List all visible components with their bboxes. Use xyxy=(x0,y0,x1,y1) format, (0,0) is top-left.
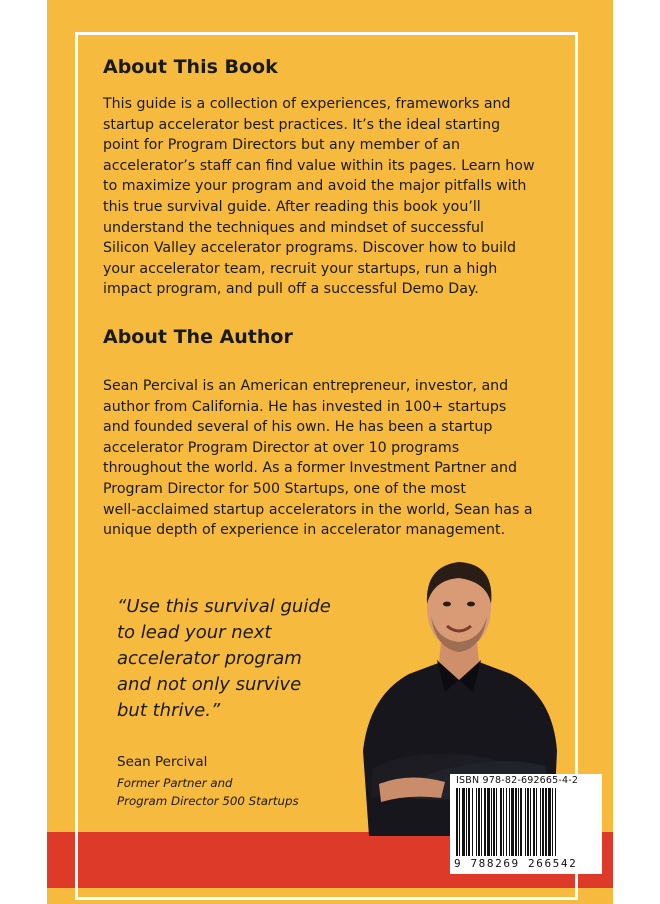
barcode-bar xyxy=(530,788,531,856)
barcode-bar xyxy=(456,788,458,856)
barcode-bar xyxy=(487,788,490,856)
barcode-bar xyxy=(511,788,514,856)
barcode-bar xyxy=(552,788,553,856)
barcode-bar xyxy=(542,788,544,856)
barcode-bar xyxy=(500,788,502,856)
about-book-body: This guide is a collection of experiences, frameworks and startup accelerator best practices. It’s the ideal starting point for Program Directors but any member of an accelerator’s staff can find value within its pages. Learn how to maximize your program and avoid the major pitfalls with this true survival guide. After reading this book you’ll understand the techniques and mindset of successful Silicon Valley accelerator programs. Discover how to build your accelerator team, recruit your startups, run a high impact program, and pull off a successful Demo Day. xyxy=(103,96,535,298)
barcode-bar xyxy=(536,788,537,856)
barcode-bar xyxy=(545,788,547,856)
barcode-bar xyxy=(476,788,477,856)
barcode-bar xyxy=(472,788,473,856)
isbn-text: ISBN 978-82-692665-4-2 xyxy=(456,775,579,786)
quote-author-name: Sean Percival xyxy=(117,754,208,770)
barcode-bar xyxy=(478,788,480,856)
barcode-bar xyxy=(462,788,465,856)
quote-author-role: Former Partner and Program Director 500 Startups xyxy=(117,776,299,808)
barcode-bar xyxy=(509,788,510,856)
barcode-bar xyxy=(493,788,495,856)
barcode-bar xyxy=(527,788,529,856)
barcode-bar xyxy=(459,788,460,856)
about-author-title: About The Author xyxy=(103,325,293,348)
barcode-bar xyxy=(481,788,482,856)
text-content xyxy=(103,52,543,541)
barcode-bar xyxy=(555,788,556,856)
barcode-bar xyxy=(468,788,470,856)
barcode-bar xyxy=(496,788,497,856)
about-book-title: About This Book xyxy=(103,56,278,78)
barcode-bar xyxy=(491,788,492,856)
barcode-box xyxy=(450,774,602,874)
barcode-bar xyxy=(506,788,507,856)
barcode-bar xyxy=(515,788,517,856)
barcode-bar xyxy=(518,788,519,856)
barcode-icon xyxy=(454,788,598,856)
barcode-bar xyxy=(520,788,522,856)
back-cover xyxy=(47,0,613,904)
barcode-bar xyxy=(525,788,526,856)
barcode-bar xyxy=(533,788,535,856)
barcode-bar xyxy=(540,788,541,856)
barcode-bar xyxy=(548,788,551,856)
testimonial-quote: “Use this survival guide to lead your next accelerator program and not only survive but thrive.” xyxy=(117,596,331,721)
barcode-bar xyxy=(466,788,467,856)
barcode-bar xyxy=(484,788,486,856)
barcode-bar xyxy=(503,788,504,856)
about-author-body: Sean Percival is an American entrepreneur, investor, and author from California. He has invested in 100+ startups and founded several of his own. He has been a startup accelerator Program Director at over 10 programs throughout the world. As a former Investment Partner and Program Director for 500 Startups, one of the most well-acclaimed startup accelerators in the world, Sean has a unique depth of experience in accelerator management. xyxy=(103,377,533,539)
barcode-digits: 9 788269 266542 xyxy=(454,857,578,870)
